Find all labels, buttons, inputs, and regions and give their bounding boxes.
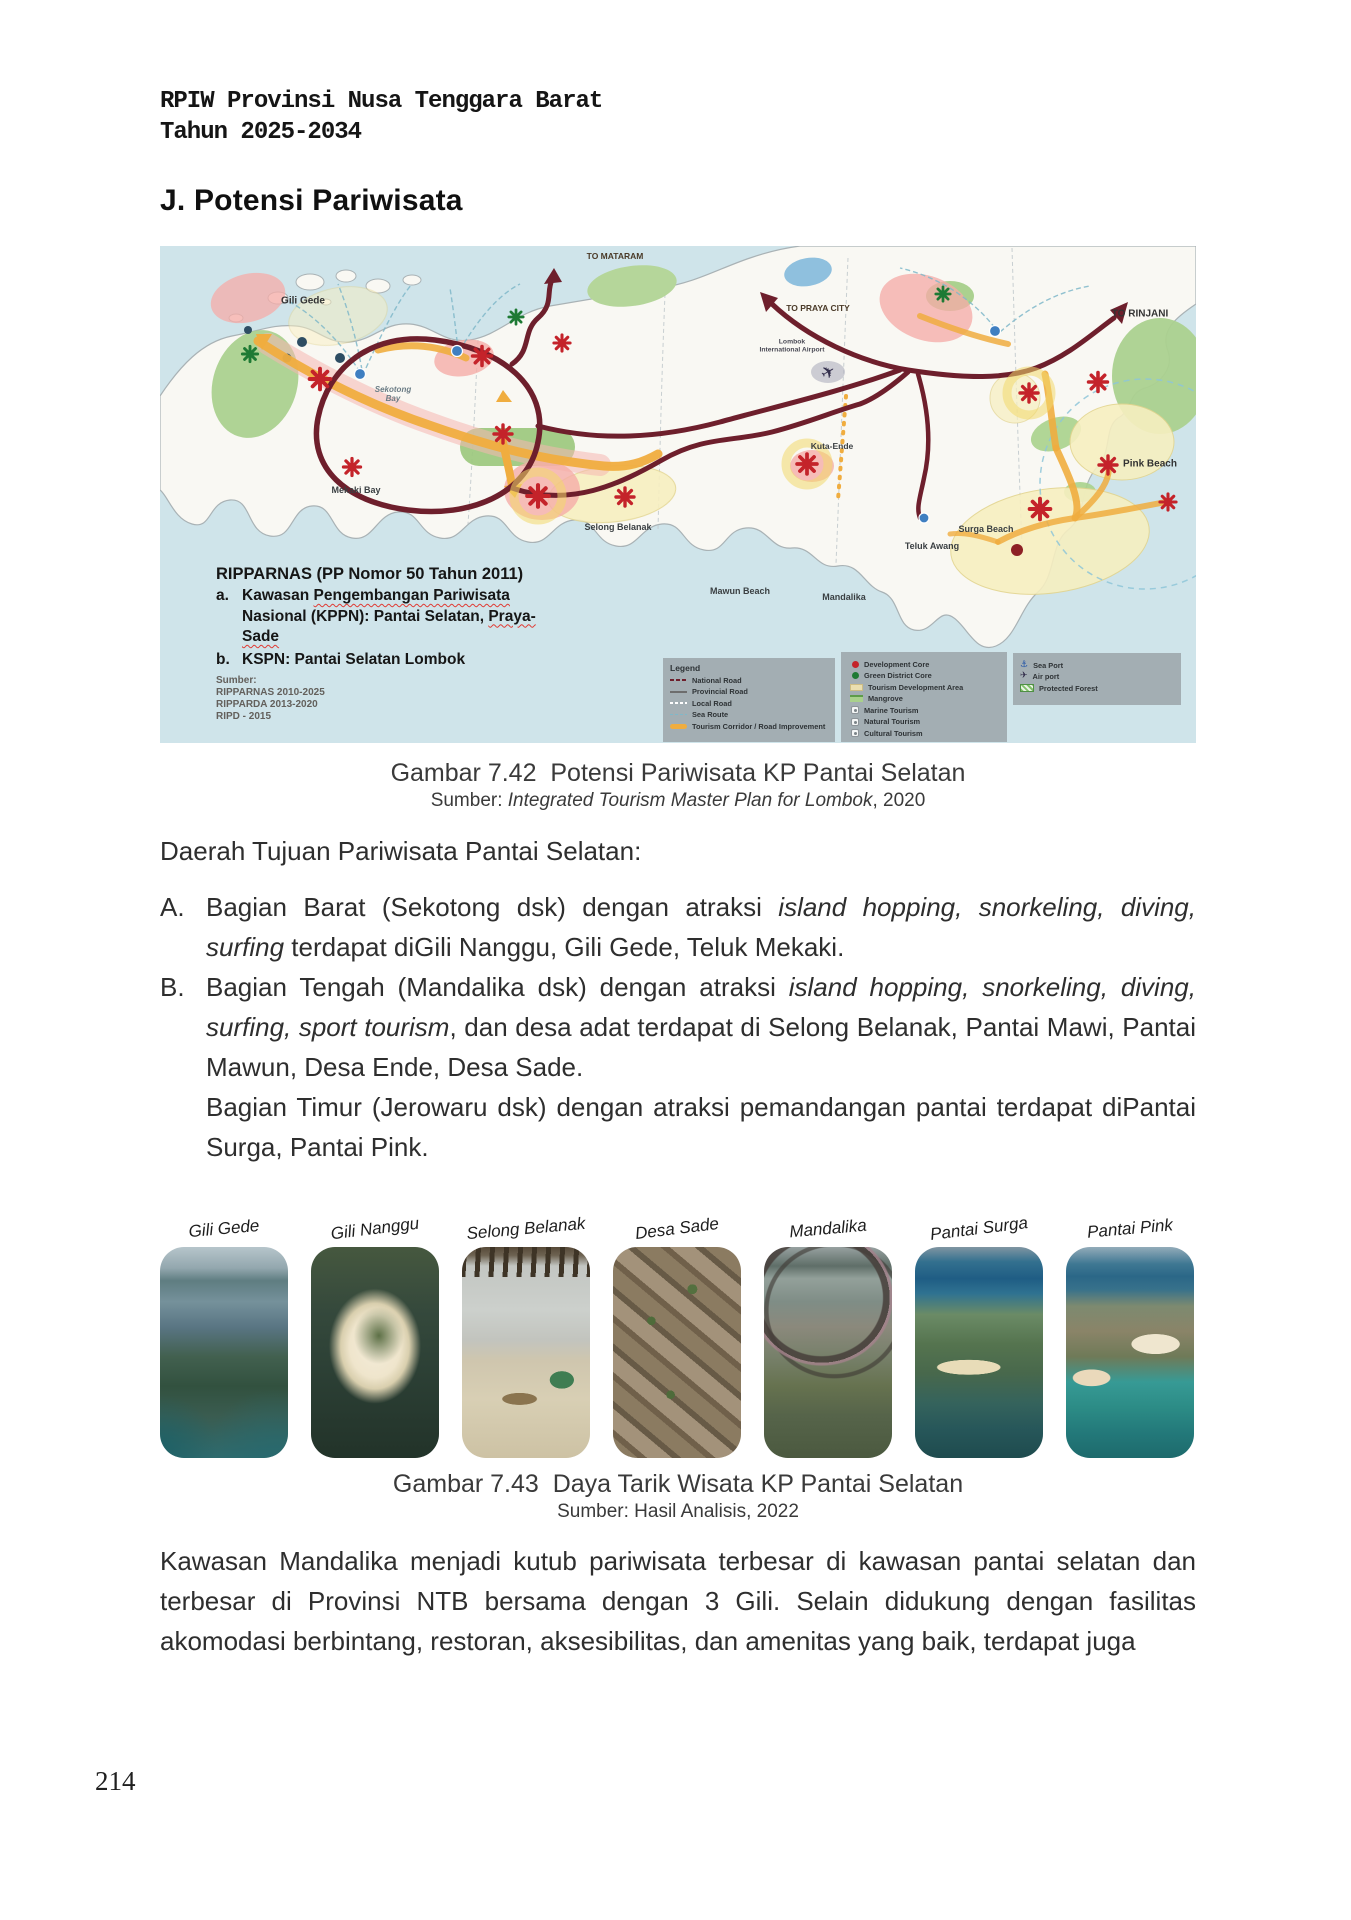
sea-route-swatch: [670, 714, 687, 716]
photo-label-pantai-surga: Pantai Surga: [928, 1213, 1029, 1244]
corridor-swatch: [670, 724, 687, 729]
green-district-core-icon: [852, 672, 859, 679]
development-core-icon: [852, 661, 859, 668]
photo-label-desa-sade: Desa Sade: [634, 1213, 720, 1244]
intro-line: Daerah Tujuan Pariwisata Pantai Selatan:: [160, 836, 642, 866]
svg-text:✈: ✈: [817, 360, 840, 386]
photo-labels: [160, 1213, 1196, 1244]
destination-list: [160, 887, 1196, 1167]
map-label-to-praya-city: TO PRAYA CITY: [786, 303, 850, 313]
national-road-swatch: [670, 679, 687, 682]
provincial-road-swatch: [670, 691, 687, 693]
list-item-b: B. Bagian Tengah (Mandalika dsk) dengan atraksi island hopping, snorkeling, diving, surfing, sport tourism, dan desa adat terdapat di Selong Belanak, Pantai Mawi, Pantai Mawun, Desa Ende, Desa Sade.: [160, 967, 1196, 1087]
photo-mandalika: [764, 1247, 892, 1458]
map-label-sekotong-bay: Sekotong Bay: [374, 385, 412, 403]
map-label-selong-belanak: Selong Belanak: [584, 522, 652, 532]
tourism-potential-map: [160, 246, 1196, 743]
map-legend-roads: Legend National Road Provincial Road Local Road Sea Route Tourism Corridor / Road Improvement: [663, 658, 835, 742]
marine-tourism-icon: [851, 706, 859, 714]
mangrove-swatch: [850, 695, 863, 702]
sea-port-anchor-icon: ⚓: [1020, 659, 1029, 670]
figure-743-source: Sumber: Hasil Analisis, 2022: [557, 1501, 799, 1522]
ripparnas-annotation: [216, 564, 568, 723]
map-label-surga-beach: Surga Beach: [958, 524, 1014, 534]
document-header: [160, 86, 1196, 148]
map-label-to-rinjani: TO RINJANI: [1111, 308, 1169, 320]
map-label-pink-beach: Pink Beach: [1123, 458, 1177, 470]
map-red-dot-marker: [1011, 544, 1023, 556]
map-legend-areas: Development Core Green District Core Tourism Development Area Mangrove Marine Tourism Natural Tourism Cultural Tourism: [841, 652, 1007, 742]
ripparnas-item-b: b. KSPN: Pantai Selatan Lombok: [216, 650, 466, 668]
photo-label-gili-nanggu: Gili Nanggu: [329, 1213, 421, 1244]
photo-label-selong-belanak: Selong Belanak: [465, 1213, 587, 1244]
cultural-tourism-icon: [851, 729, 859, 737]
photo-desa-sade: [613, 1247, 741, 1458]
legend-title: Legend: [670, 663, 701, 673]
map-label-mawun-beach: Mawun Beach: [709, 586, 771, 596]
photo-label-gili-gede: Gili Gede: [187, 1215, 261, 1242]
list-marker-b: B.: [160, 972, 185, 1002]
ripparnas-sources: Sumber: RIPPARNAS 2010-2025 RIPPARDA 2013-2020 RIPD - 2015: [216, 675, 325, 722]
page-content: [160, 86, 1196, 1661]
photo-pantai-pink: [1066, 1247, 1194, 1458]
map-label-teluk-awang: Teluk Awang: [904, 541, 960, 551]
map-legend-ports: ⚓ Sea Port ✈ Air port Protected Forest: [1013, 653, 1181, 705]
airport-plane-icon: ✈: [1020, 671, 1028, 681]
photo-gili-gede: [160, 1247, 288, 1458]
photo-row: [160, 1247, 1196, 1458]
ripparnas-title: RIPPARNAS (PP Nomor 50 Tahun 2011): [216, 565, 524, 583]
section-heading: J. Potensi Pariwisata: [160, 184, 463, 217]
list-marker-a: A.: [160, 892, 185, 922]
figure-742-source: Sumber: Integrated Tourism Master Plan for Lombok, 2020: [430, 790, 926, 811]
figure-742-caption: [160, 759, 1196, 812]
list-item-a: A. Bagian Barat (Sekotong dsk) dengan atraksi island hopping, snorkeling, diving, surfing terdapat diGili Nanggu, Gili Gede, Teluk Mekaki.: [160, 887, 1196, 967]
photo-selong-belanak: [462, 1247, 590, 1458]
figure-743-caption: [160, 1470, 1196, 1523]
body-paragraph: Kawasan Mandalika menjadi kutub pariwisata terbesar di kawasan pantai selatan dan terbesar di Provinsi NTB bersama dengan 3 Gili. Selain didukung dengan fasilitas akomodasi berbintang, restoran, aksesibilitas, dan amenitas yang baik, terdapat juga: [160, 1546, 1196, 1656]
figure-743-title: Gambar 7.43 Daya Tarik Wisata KP Pantai Selatan: [392, 1470, 964, 1498]
map-label-kuta-ende: Kuta-Ende: [810, 441, 854, 451]
map-label-mandalika: Mandalika: [822, 592, 866, 602]
protected-forest-swatch: [1020, 684, 1034, 692]
photo-pantai-surga: [915, 1247, 1043, 1458]
photo-strip: [160, 1213, 1196, 1458]
local-road-swatch: [670, 702, 687, 704]
photo-label-mandalika: Mandalika: [788, 1215, 868, 1242]
photo-gili-nanggu: [311, 1247, 439, 1458]
map-label-to-mataram: TO MATARAM: [586, 251, 644, 261]
page-number: 214: [95, 1766, 136, 1796]
header-line-1: RPIW Provinsi Nusa Tenggara Barat: [160, 88, 603, 115]
map-label-gili-gede: Gili Gede: [281, 295, 325, 307]
map-label-mekaki-bay: Mekaki Bay: [331, 485, 381, 495]
header-line-2: Tahun 2025-2034: [160, 119, 362, 146]
photo-label-pantai-pink: Pantai Pink: [1086, 1215, 1174, 1242]
list-item-timur: Bagian Timur (Jerowaru dsk) dengan atraksi pemandangan pantai terdapat diPantai Surga, Pantai Pink.: [206, 1092, 1196, 1162]
figure-742-title: Gambar 7.42 Potensi Pariwisata KP Pantai Selatan: [390, 759, 966, 787]
ripparnas-item-a: a. Kawasan Pengembangan Pariwisata Nasional (KPPN): Pantai Selatan, Praya-Sade: [216, 587, 536, 645]
tourism-development-area-swatch: [850, 684, 863, 691]
natural-tourism-icon: [851, 718, 859, 726]
map-label-airport: Lombok International Airport: [759, 338, 825, 353]
